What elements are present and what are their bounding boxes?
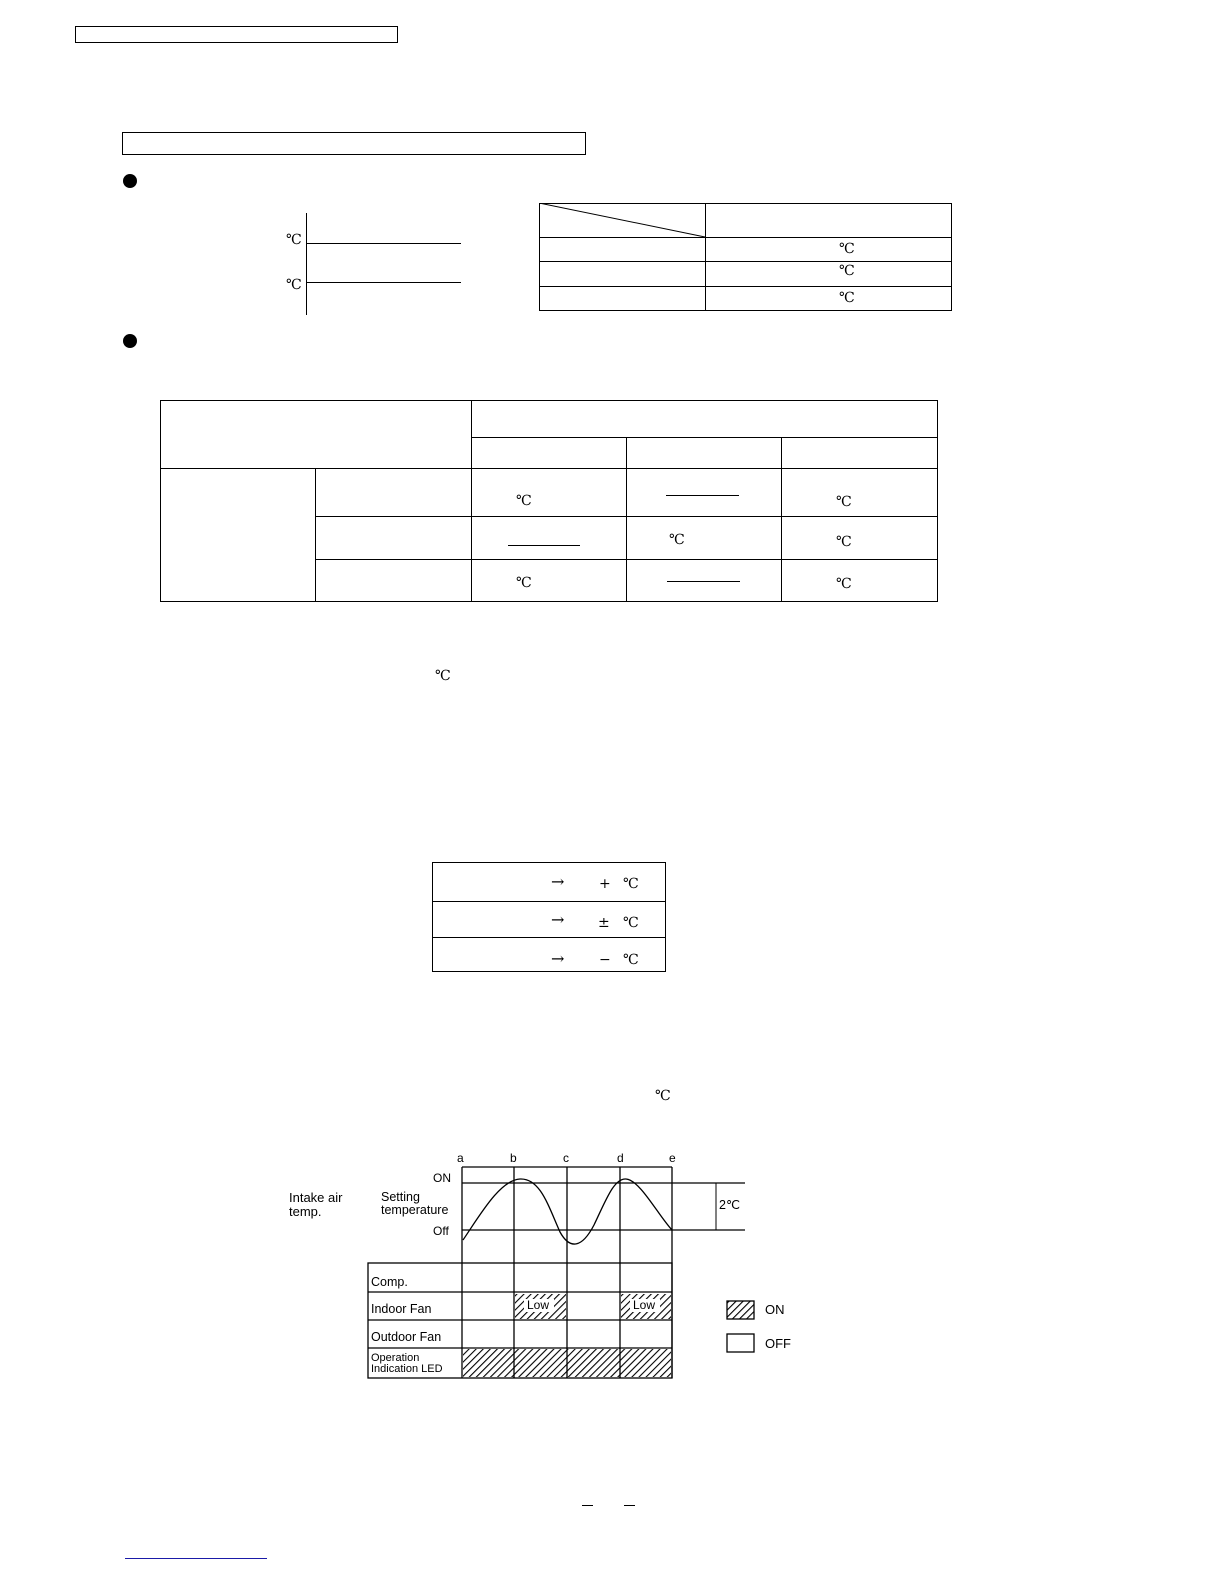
- row-label-indoor-fan: Indoor Fan: [371, 1302, 432, 1316]
- shift-r3-arrow: →: [551, 949, 565, 968]
- mode-table-unit-3: ℃: [839, 290, 855, 306]
- shift-r2-arrow: →: [551, 910, 565, 929]
- setting-r3-c1-unit: ℃: [516, 575, 532, 591]
- row-label-operation-led: Operation Indication LED: [371, 1352, 443, 1375]
- shift-r1-sign: +: [599, 876, 611, 892]
- off-level-label: Off: [433, 1224, 449, 1238]
- point-label-e: e: [669, 1151, 676, 1165]
- paragraph-unit-1: ℃: [435, 668, 451, 684]
- temp-diagram-lower-unit: ℃: [286, 277, 302, 293]
- point-label-c: c: [563, 1151, 569, 1165]
- mode-table-unit-2: ℃: [839, 263, 855, 279]
- diff-label: 2℃: [719, 1198, 740, 1212]
- shift-r1-arrow: →: [551, 872, 565, 891]
- temp-diagram-upper-unit: ℃: [286, 232, 302, 248]
- setting-r1-c1-unit: ℃: [516, 493, 532, 509]
- row-label-outdoor-fan: Outdoor Fan: [371, 1330, 442, 1344]
- point-label-b: b: [510, 1151, 517, 1165]
- page-number-dash-left: [582, 1505, 593, 1506]
- indoor-fan-speed-2: Low: [633, 1298, 656, 1312]
- indoor-fan-speed-1: Low: [527, 1298, 550, 1312]
- legend-off-box: [727, 1334, 754, 1352]
- on-level-label: ON: [433, 1171, 451, 1185]
- row-label-comp: Comp.: [371, 1275, 408, 1289]
- shift-r2-sign: ±: [598, 915, 610, 931]
- shift-r3-unit: ℃: [623, 952, 639, 968]
- setting-temperature-label: Setting temperature: [381, 1190, 449, 1218]
- point-label-d: d: [617, 1151, 624, 1165]
- paragraph-unit-2: ℃: [655, 1088, 671, 1104]
- shift-r3-sign: −: [599, 952, 611, 968]
- setting-r2-c3-unit: ℃: [836, 534, 852, 550]
- setting-r2-c2-unit: ℃: [669, 532, 685, 548]
- legend-on-label: ON: [765, 1302, 785, 1317]
- page-number-dash-right: [624, 1505, 635, 1506]
- mode-table-unit-1: ℃: [839, 241, 855, 257]
- intake-air-temp-label: Intake air temp.: [289, 1190, 343, 1219]
- point-label-a: a: [457, 1151, 464, 1165]
- footer-link-underline[interactable]: [125, 1558, 267, 1559]
- legend-off-label: OFF: [765, 1336, 791, 1351]
- legend-on-box: [727, 1301, 754, 1319]
- shift-r1-unit: ℃: [623, 876, 639, 892]
- shift-r2-unit: ℃: [623, 915, 639, 931]
- setting-r1-c3-unit: ℃: [836, 494, 852, 510]
- setting-r3-c3-unit: ℃: [836, 576, 852, 592]
